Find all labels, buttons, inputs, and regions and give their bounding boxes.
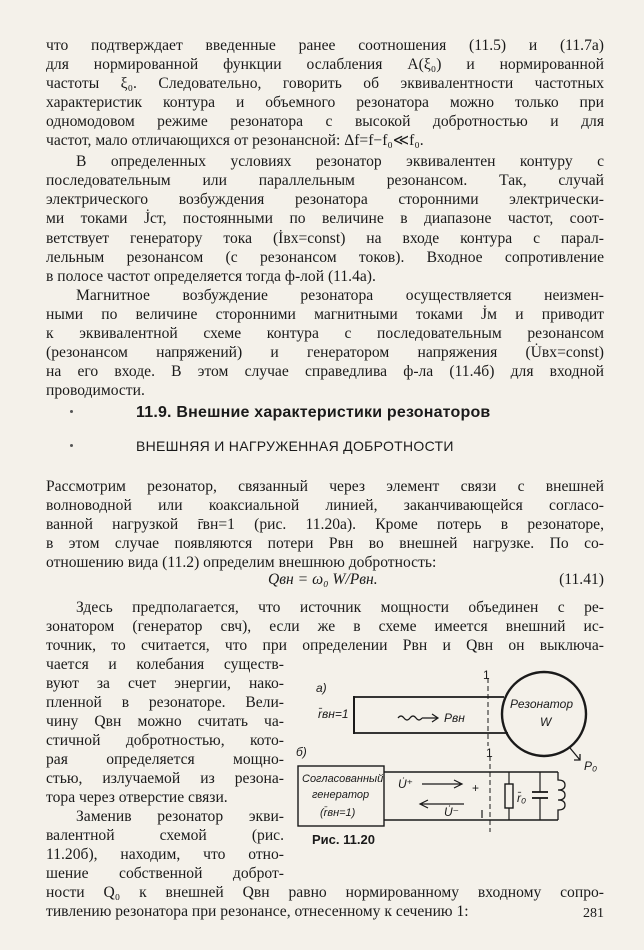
formula: Qвн = ω₀ W/Pвн. (268, 571, 378, 588)
text-line: лельным резонансом (с резонансом токов). Входное сопротивление (46, 249, 604, 266)
inductor-coil (558, 772, 565, 820)
text-line: В определенных условиях резонатор эквивалентен контуру с (76, 153, 604, 170)
text-line: волноводной или коаксиальной линией, заканчивающейся согласо- (46, 497, 604, 514)
text-line: тивлению резонатора при резонансе, отнесенному к сечению 1: (46, 903, 469, 920)
text-line: рая определяется мощно- (46, 751, 284, 768)
text-line: что подтверждает введенные ранее соотношения (11.5) и (11.7а) (46, 37, 604, 54)
wave-icon (398, 716, 422, 720)
text-line: (резонансом напряжений) и генератором напряжения (U̇вх=const) (46, 344, 604, 361)
generator-label-2: генератор (312, 789, 370, 801)
text-line: вуют за счет энергии, нако- (46, 675, 284, 692)
print-speck (70, 444, 73, 447)
resonator-circle (502, 672, 586, 756)
label-a: а) (316, 681, 327, 695)
text-line: зонатором (генератор свч), если же в схеме имеется внешний ис- (46, 618, 604, 635)
text-line: Рассмотрим резонатор, связанный через элемент связи с внешней (46, 478, 604, 495)
text-line: Здесь предполагается, что источник мощности объединен с ре- (76, 599, 604, 616)
text-line: одномодовом режиме резонатора с высокой добротностью и для (46, 113, 604, 130)
print-speck (70, 410, 73, 413)
generator-label: Согласованный (302, 773, 384, 785)
text-line: частот, мало отличающихся от резонансной: Δf=f−f₀≪f₀. (46, 132, 424, 149)
text-line: в этом случае появляются потери Pвн во внешней нагрузке. По со- (46, 535, 604, 552)
resistor-r0 (505, 784, 513, 808)
section-1-label-b: 1 (486, 746, 493, 760)
text-line: отношению вида (11.2) определим внешнюю добротность: (46, 554, 437, 571)
text-line: проводимости. (46, 382, 145, 399)
text-line: чается и колебания существ- (46, 656, 284, 673)
text-line: ными по величине сторонними магнитными токами J̇м и приводит (46, 306, 604, 323)
resonator-w-label: W (540, 715, 552, 729)
figure-caption: Рис. 11.20 (312, 832, 375, 847)
label-b: б) (296, 745, 307, 759)
p-ext-label: Pвн (444, 711, 465, 725)
p-zero-label: P₀ (584, 759, 598, 773)
formula-number: (11.41) (559, 571, 604, 588)
text-line: Заменив резонатор экви- (76, 808, 284, 825)
text-line: стью, излучаемой из резона- (46, 770, 284, 787)
text-line: пленной в резонаторе. Вели- (46, 694, 284, 711)
section-1-label: 1 (483, 670, 490, 682)
section-heading: 11.9. Внешние характеристики резонаторов (136, 404, 491, 421)
text-line: ности Q₀ к внешней Qвн равно нормированному входному сопро- (46, 884, 604, 901)
arrow-forward-icon (422, 780, 462, 788)
generator-label-3: (r̄вн=1) (320, 807, 356, 819)
wave-back-label: U̇⁻ (444, 805, 459, 819)
subsection-heading: ВНЕШНЯЯ И НАГРУЖЕННАЯ ДОБРОТНОСТИ (136, 438, 454, 454)
text-line: в полосе частот определяется тогда ф-лой (11.4а). (46, 268, 376, 285)
wave-forward-label: U̇⁺ (398, 777, 413, 791)
text-line: точник, то считается, что при определении Pвн и Qвн он выключа- (46, 637, 604, 654)
arrow-right-icon (422, 714, 438, 722)
text-line: валентной схемой (рис. (46, 827, 284, 844)
load-a-label: r̄вн=1 (318, 707, 349, 721)
plus-sign: + (472, 781, 480, 795)
page-number: 281 (583, 906, 604, 921)
resonator-label: Резонатор (510, 697, 574, 711)
text-line: 11.20б), находим, что отно- (46, 846, 284, 863)
text-line: последовательным или параллельным резонансом. Так, случай (46, 172, 604, 189)
r-zero-label: r̄₀ (517, 791, 527, 805)
text-line: стичной добротностью, кото- (46, 732, 284, 749)
text-line: шение собственной доброт- (46, 865, 284, 882)
text-line: ветствует генератору тока (İвх=const) на входе контура с парал- (46, 230, 604, 247)
text-line: характеристик контура и объемного резонатора можно только при (46, 94, 604, 111)
text-line: к эквивалентной схеме контура с последовательным резонансом (46, 325, 604, 342)
text-line: чину Qвн можно считать ча- (46, 713, 284, 730)
text-line: тора через отверстие связи. (46, 789, 228, 806)
text-line: электрического возбуждения резонатора сторонними электрически- (46, 191, 604, 208)
text-line: на его входе. В этом случае справедлива ф-ла (11.4б) для входной (46, 363, 604, 380)
text-line: Магнитное возбуждение резонатора осуществляется неизмен- (76, 287, 604, 304)
text-line: частоты ξ₀. Следовательно, говорить об эквивалентности частотных (46, 75, 604, 92)
text-line: ми токами J̇ст, постоянными по величине в диапазоне частот, соот- (46, 210, 604, 227)
text-line: ванной нагрузкой r̄вн=1 (рис. 11.20а). Кроме потерь в резонаторе, (46, 516, 604, 533)
radiation-arrow-icon (570, 748, 580, 760)
text-line: для нормированной функции ослабления A(ξ₀) и нормированной (46, 56, 604, 73)
